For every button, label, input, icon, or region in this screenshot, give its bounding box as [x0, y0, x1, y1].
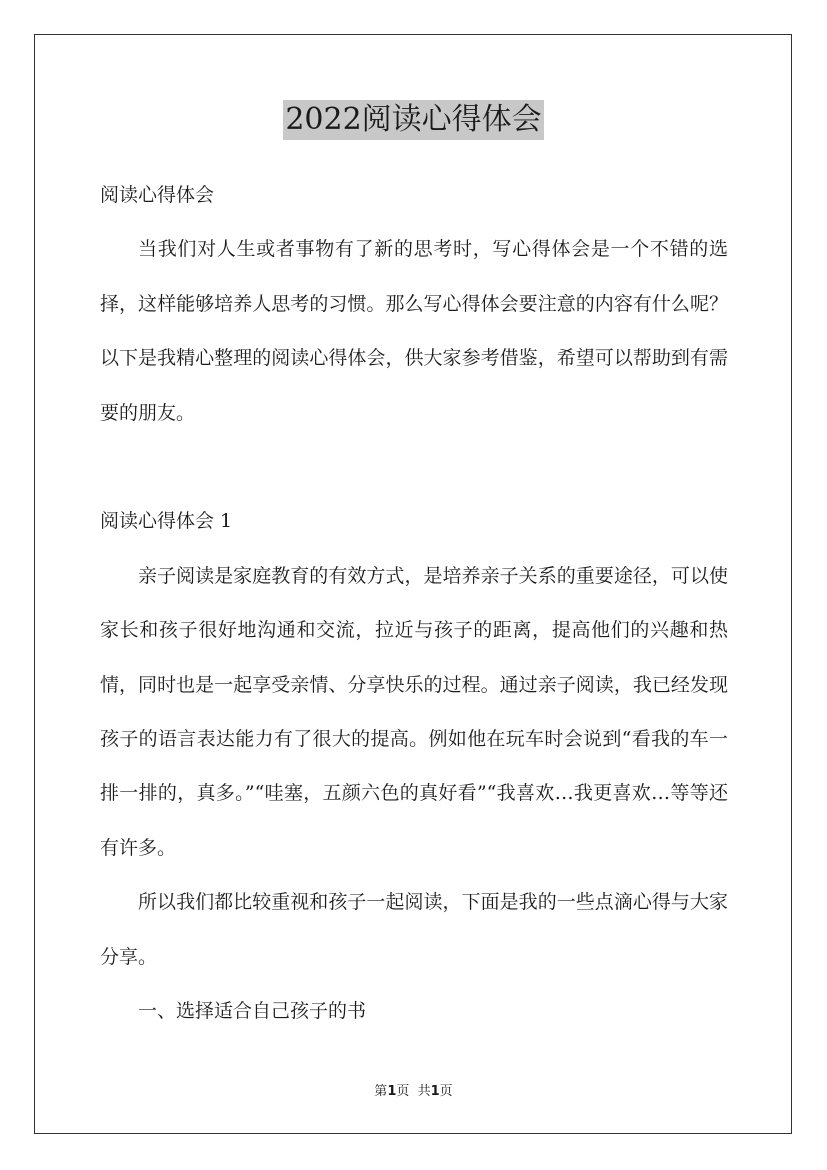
paragraph: 一、选择适合自己孩子的书: [138, 1000, 367, 1023]
document-body: [100, 168, 728, 1038]
paragraph: 所以我们都比较重视和孩子一起阅读，下面是我的一些点滴心得与大家分享。: [100, 891, 728, 968]
footer-page-suffix: 页: [439, 1084, 453, 1099]
section-heading: 阅读心得体会: [100, 184, 215, 206]
paragraph: 亲子阅读是家庭教育的有效方式，是培养亲子关系的重要途径，可以使家长和孩子很好地沟通和交流，拉近与孩子的距离，提高他们的兴趣和热情，同时也是一起享受亲情、分享快乐的过程。通过亲子阅读，我已经发现孩子的语言表达能力有了很大的提高。例如他在玩车时会说到“看我的车一排一排的，真多。”“哇塞，五颜六色的真好看”“我喜欢…我更喜欢…等等还有许多。: [100, 564, 728, 859]
footer-page-prefix: 第: [374, 1084, 388, 1099]
paragraph: 当我们对人生或者事物有了新的思考时，写心得体会是一个不错的选择，这样能够培养人思考的习惯。那么写心得体会要注意的内容有什么呢？以下是我精心整理的阅读心得体会，供大家参考借鉴，希望可以帮助到有需要的朋友。: [100, 238, 728, 424]
document-title: 2022阅读心得体会: [283, 100, 543, 140]
paragraph-spacer: [100, 440, 728, 494]
footer-page-current: 1: [387, 1084, 397, 1099]
section-heading: 阅读心得体会 1: [100, 510, 233, 533]
footer-page-total: 1: [430, 1084, 440, 1099]
page-footer: [0, 1083, 827, 1101]
title-wrap: [0, 100, 827, 140]
footer-page-mid: 页 共: [396, 1084, 431, 1099]
